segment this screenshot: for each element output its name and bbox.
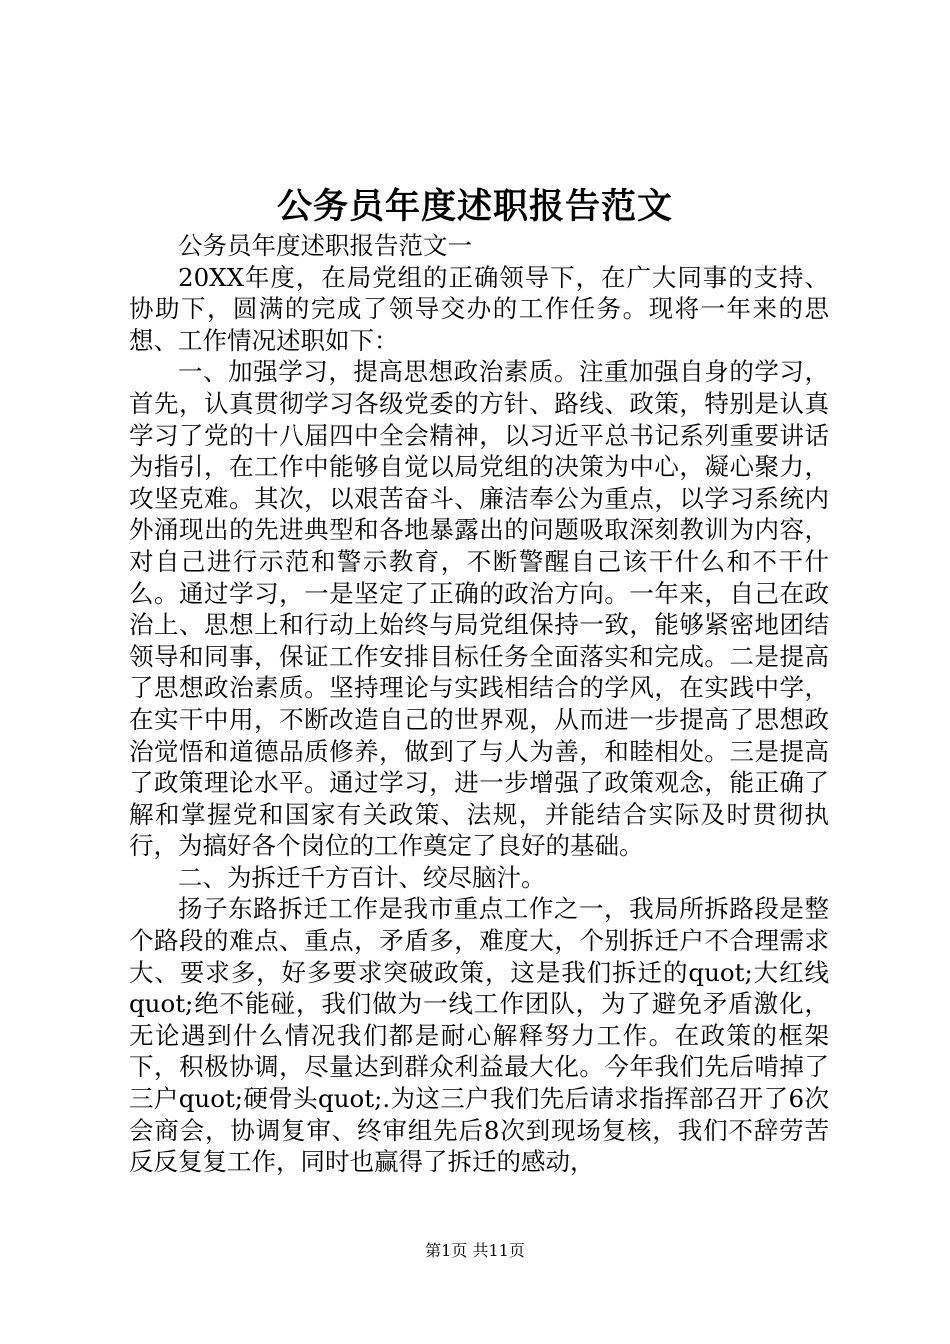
paragraph-section-two-body: 扬子东路拆迁工作是我市重点工作之一，我局所拆路段是整个路段的难点、重点，矛盾多，难度大，个别拆迁户不合理需求大、要求多，好多要求突破政策，这是我们拆迁的quot;大红线quot;绝不能碰，我们做为一线工作团队，为了避免矛盾激化，无论遇到什么情况我们都是耐心解释努力工作。在政策的框架下，积极协调，尽量达到群众利益最大化。今年我们先后啃掉了三户quot;硬骨头quot;.为这三户我们先后请求指挥部召开了6次会商会，协调复审、终审组先后8次到现场复核，我们不辞劳苦反反复复工作，同时也赢得了拆迁的感动，: [129, 894, 829, 1177]
document-body: [129, 230, 829, 1178]
document-title: 公务员年度述职报告范文: [276, 186, 673, 227]
paragraph-section-one: 一、加强学习，提高思想政治素质。注重加强自身的学习，首先，认真贯彻学习各级党委的方针、路线、政策，特别是认真学习了党的十八届四中全会精神，以习近平总书记系列重要讲话为指引，在工作中能够自觉以局党组的决策为中心，凝心聚力，攻坚克难。其次，以艰苦奋斗、廉洁奉公为重点，以学习系统内外涌现出的先进典型和各地暴露出的问题吸取深刻教训为内容，对自己进行示范和警示教育，不断警醒自己该干什么和不干什么。通过学习，一是坚定了正确的政治方向。一年来，自己在政治上、思想上和行动上始终与局党组保持一致，能够紧密地团结领导和同事，保证工作安排目标任务全面落实和完成。二是提高了思想政治素质。坚持理论与实践相结合的学风，在实践中学，在实干中用，不断改造自己的世界观，从而进一步提高了思想政治觉悟和道德品质修养，做到了与人为善，和睦相处。三是提高了政策理论水平。通过学习，进一步增强了政策观念，能正确了解和掌握党和国家有关政策、法规，并能结合实际及时贯彻执行，为搞好各个岗位的工作奠定了良好的基础。: [129, 357, 829, 861]
page-total: 共11页: [472, 1241, 525, 1260]
page-footer: [0, 1239, 950, 1263]
paragraph-subtitle: 公务员年度述职报告范文一: [178, 231, 472, 260]
page-number: 第1页: [425, 1241, 468, 1260]
paragraph-intro: 20XX年度，在局党组的正确领导下，在广大同事的支持、协助下，圆满的完成了领导交办的工作任务。现将一年来的思想、工作情况述职如下：: [129, 262, 829, 355]
paragraph-section-two-heading: 二、为拆迁千方百计、绞尽脑汁。: [178, 862, 546, 892]
